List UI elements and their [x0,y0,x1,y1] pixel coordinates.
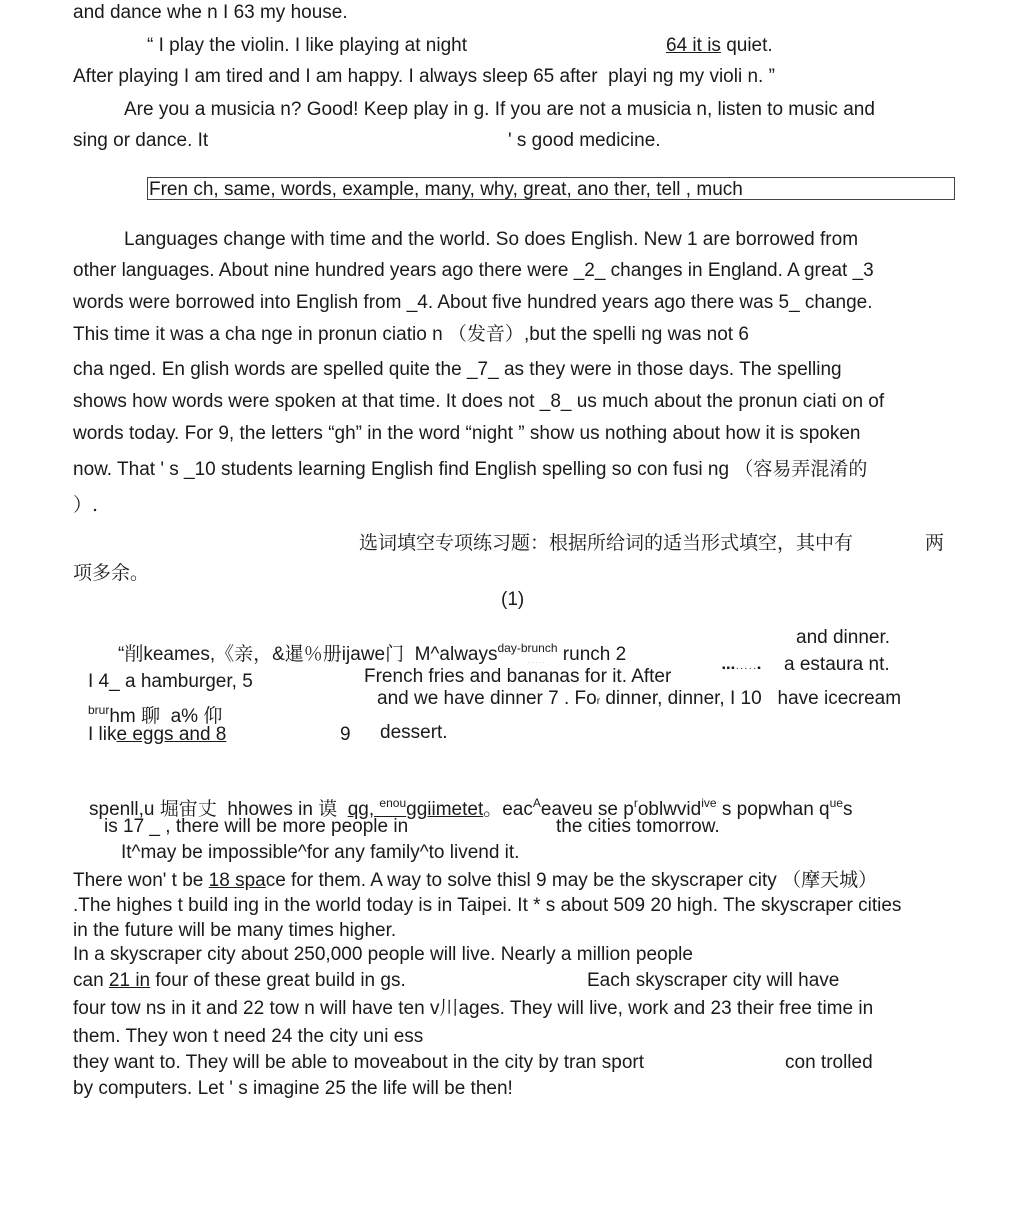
passage1-line-1: and dance whe n I 63 my house. [73,2,348,23]
passage1-line-2a: “ I play the violin. I like playing at night [147,35,468,56]
garbled-line-2b: French fries and bananas for it. After [364,666,672,687]
section-title-b: 两 [925,532,945,554]
passage1-line-5b: ' s good medicine. [508,130,661,151]
passage2-line-3: words were borrowed into English from _4. About five hundred years ago there was 5_ change. [73,292,873,313]
garbled-line-4 [88,724,226,746]
passage2-line-2: other languages. About nine hundred years ago there were _2_ changes in England. A great _3 [73,260,874,281]
passage3-line-11a: they want to. They will be able to moveabout in the city by tran sport [73,1052,645,1073]
passage3-sup-4: ive [701,796,717,810]
passage3-line-1g: s popwhan q [716,799,830,820]
garbled-line-2c: a estaura nt. [784,654,890,675]
garbled-line-4d: dessert. [380,722,448,743]
garbled-line-2a: I 4_ a hamburger, 5 [88,671,253,692]
section-title-a: 选词填空专项练习题：根据所给词的适当形式填空，其中有 [359,532,854,554]
garbled-line-3c: dinner, dinner, I 10 have icecream [600,688,902,709]
passage3-sup-3: r [633,796,638,810]
passage2-line-6: shows how words were spoken at that time. It does not _8_ us much about the pronun ciati on of [73,391,885,412]
blank-18: 18 spa [208,870,266,891]
passage2-line-4c: ,but the spelli ng was not 6 [523,324,749,345]
passage3-sup-5: ue [829,796,843,810]
passage2-line-4 [73,323,749,346]
passage3-line-1e: eaveu se p [540,799,634,820]
passage2-line-4a: This time it was a cha nge in pronun ciatio n （ [73,324,467,345]
passage1-line-5a: sing or dance. It [73,130,209,151]
passage3-line-6: in the future will be many times higher. [73,920,397,941]
confusing-gloss: （容易弄混淆的 [734,458,868,480]
garbled-line-3b [377,688,901,713]
passage3-line-12: by computers. Let ' s imagine 25 the life will be then! [73,1078,513,1099]
passage1-line-4: Are you a musicia n? Good! Keep play in g. If you are not a musicia n, listen to music and [124,99,875,120]
passage3-line-11b: con trolled [785,1052,873,1073]
passage3-line-10: them. They won t need 24 the city uni ess [73,1026,424,1047]
pronunciation-gloss: 发音） [466,323,524,345]
passage2-line-1: Languages change with time and the world. So does English. New 1 are borrowed from [124,229,859,250]
passage3-line-4a: There won' t be [73,870,209,891]
passage3-line-8 [73,970,406,992]
passage3-line-4 [73,869,877,892]
passage3-line-1b: qg, $^{enou}$ggiimetet [347,796,484,820]
passage3-line-2b: the cities tomorrow. [556,816,720,837]
passage3-line-4c: ce for them. A way to solve thisl 9 may be the skyscraper city [265,870,777,891]
garbled-line-3a-text: hm 聊 a% 仰 [109,706,223,727]
garbled-line-4b: e eggs and 8 [116,724,227,745]
passage3-line-7: In a skyscraper city about 250,000 people will live. Nearly a million people [73,944,693,965]
passage1-line-2c: quiet. [720,35,773,56]
skyscraper-gloss: （摩天城） [782,869,878,891]
garbled-sup-1: day-brunch [497,641,558,655]
passage3-line-2a: is 17 _ , there will be more people in [104,816,409,837]
passage3-line-3: It^may be impossible^for any family^to livend it. [121,842,520,863]
passage2-line-5: cha nged. En glish words are spelled quite the _7_ as they were in those days. The spelling [73,359,842,380]
passage3-line-5: .The highes t build ing in the world today is in Taipei. It * s about 509 20 high. The skyscraper cities [73,895,902,916]
garbled-line-4a: I lik [88,724,117,745]
passage3-line-9: four tow ns in it and 22 tow n will have ten v川ages. They will live, work and 23 their free time in [73,998,874,1019]
garbled-line-1 [118,637,626,666]
passage1-line-3: After playing I am tired and I am happy. I always sleep 65 after playi ng my violi n. ” [73,66,775,87]
garbled-line-1b: runch 2 [557,644,627,665]
section-title-c: 项多余。 [73,562,150,584]
garbled-sub-3: r [596,696,601,707]
passage2-line-8 [73,458,867,481]
passage3-line-1h: s [842,799,853,820]
passage2-line-9: ）. [73,494,99,516]
passage3-sup-2: A [532,796,541,810]
passage2-line-7: words today. For 9, the letters “gh” in the word “night ” show us nothing about how it is spoken [73,423,861,444]
passage3-line-8c: four of these great build in gs. [150,970,406,991]
blank-21: 21 in [108,970,151,991]
garbled-line-4c: 9 [340,724,351,745]
section-number: (1) [501,589,525,610]
passage3-line-8d: Each skyscraper city will have [587,970,840,991]
garbled-line-1c: and dinner. [796,627,891,648]
garbled-line-3b-text: and we have dinner 7 . Fo [377,688,597,709]
garbled-line-1a: “削keames,《亲，&暹％册ijawe门 M^always [118,644,498,665]
passage3-line-1a: spenll,u 堀宙丈 hhowes in 谟 [89,799,348,820]
passage2-line-8a: now. That ' s _10 students learning English find English spelling so con fusi ng [73,459,730,480]
passage3-line-1f: oblwvid [637,799,702,820]
word-bank-text: Fren ch, same, words, example, many, why, great, ano ther, tell , much [149,179,743,200]
passage3-line-1d: 。eac [483,799,533,820]
blank-64: 64 it is [666,35,721,56]
passage3-sup-1: enou [379,796,407,810]
passage1-line-2-blank [666,35,773,57]
garbled-sup-3: brur [88,703,110,717]
faint-dots: · · · · · [528,660,545,666]
passage3-line-8a: can [73,970,109,991]
garbled-dots: ▪▪▪·····▪ [722,663,762,674]
